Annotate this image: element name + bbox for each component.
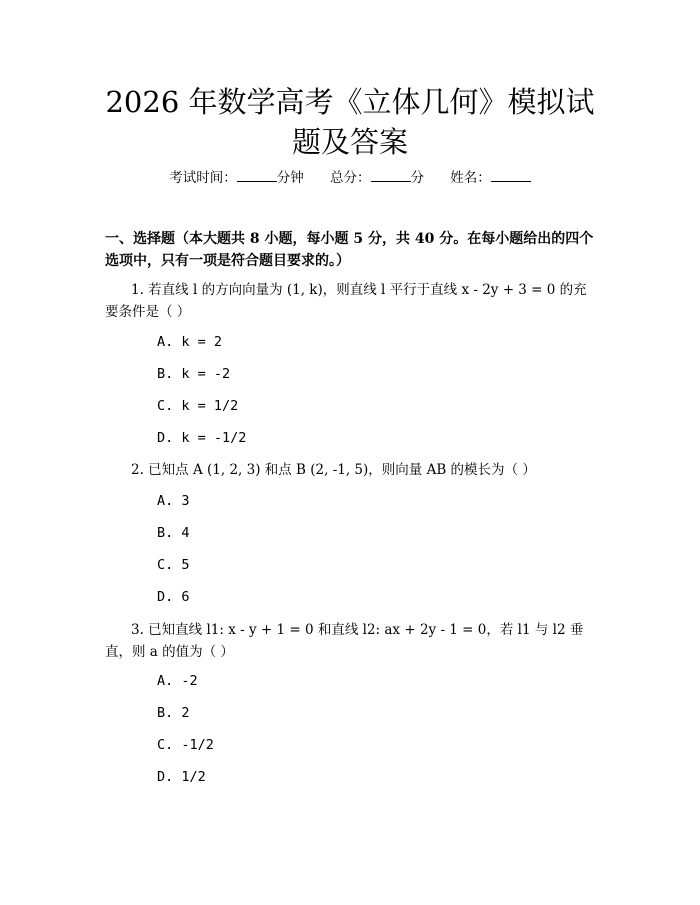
question-1-option-c: C. k = 1/2 [157, 398, 239, 414]
total-score-unit: 分 [410, 170, 424, 186]
exam-time-unit: 分钟 [276, 170, 304, 186]
question-1-option-b: B. k = -2 [157, 366, 231, 382]
student-name-label: 姓名： [450, 170, 491, 186]
student-name-field [450, 170, 531, 186]
exam-time-field [169, 170, 308, 186]
section-heading: 一、选择题（本大题共 8 小题，每小题 5 分，共 40 分。在每小题给出的四个选项中，只有一项是符合题目要求的。） [105, 231, 594, 269]
question-2-text: 2. 已知点 A (1, 2, 3) 和点 B (2, -1, 5)，则向量 AB 的模长为（ ） [131, 462, 536, 478]
question-2-option-d: D. 6 [157, 589, 190, 605]
exam-time-label: 考试时间： [169, 170, 237, 186]
page-title: 2026 年数学高考《立体几何》模拟试题及答案 [105, 85, 595, 159]
question-3-option-a: A. -2 [157, 673, 198, 689]
total-score-blank [371, 169, 411, 182]
total-score-field [330, 170, 428, 186]
student-name-blank [491, 169, 531, 182]
question-1-option-d: D. k = -1/2 [157, 430, 247, 446]
question-3-option-c: C. -1/2 [157, 737, 214, 753]
total-score-label: 总分： [330, 170, 371, 186]
exam-meta-line [0, 168, 700, 188]
question-1-text: 1. 若直线 l 的方向向量为 (1, k)，则直线 l 平行于直线 x - 2y + 3 = 0 的充要条件是（ ） [105, 282, 587, 320]
question-2-option-b: B. 4 [157, 525, 190, 541]
question-2-option-c: C. 5 [157, 557, 190, 573]
question-2-option-a: A. 3 [157, 493, 190, 509]
question-1-option-a: A. k = 2 [157, 334, 223, 350]
question-3-option-b: B. 2 [157, 705, 190, 721]
question-3-option-d: D. 1/2 [157, 769, 206, 785]
exam-time-blank [237, 169, 277, 182]
question-3-text: 3. 已知直线 l1: x - y + 1 = 0 和直线 l2: ax + 2y - 1 = 0，若 l1 与 l2 垂直，则 a 的值为（ ） [105, 622, 584, 660]
